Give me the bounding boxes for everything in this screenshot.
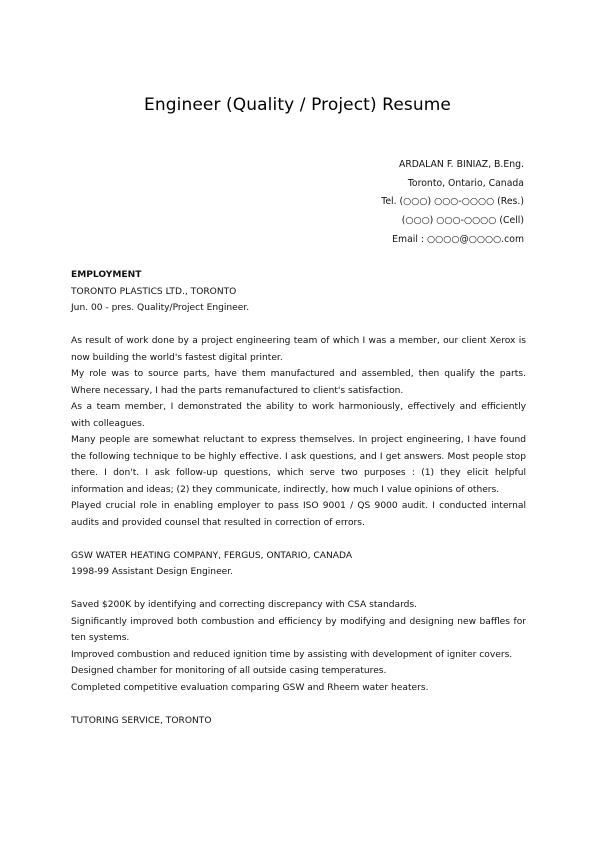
job-bullet: Saved $200K by identifying and correcting discrepancy with CSA standards. [71, 600, 418, 610]
job-dates-role: Jun. 00 - pres. Quality/Project Engineer. [71, 303, 250, 313]
job-company: TORONTO PLASTICS LTD., TORONTO [71, 286, 237, 297]
job-bullet: Improved combustion and reduced ignition time by assisting with development of igniter covers. [71, 649, 513, 660]
job-bullet: Significantly improved both combustion and efficiency by modifying and designing new baffles for ten systems. [71, 616, 526, 643]
contact-email: Email : ○○○○@○○○○.com [392, 233, 524, 245]
employment-section [71, 267, 526, 729]
spacer [71, 531, 526, 548]
contact-tel-res: Tel. (○○○) ○○○-○○○○ (Res.) [381, 196, 524, 208]
contact-location: Toronto, Ontario, Canada [407, 177, 524, 189]
job-bullet: My role was to source parts, have them manufactured and assembled, then qualify the parts. Where necessary, I had the parts remanufactured to client's satisfaction. [71, 369, 526, 396]
job-bullet: Completed competitive evaluation comparing GSW and Rheem water heaters. [71, 682, 429, 693]
contact-block [224, 156, 524, 250]
document-title: Engineer (Quality / Project) Resume [144, 95, 451, 115]
job-bullet: As a team member, I demonstrated the ability to work harmoniously, effectively and efficiently with colleagues. [71, 402, 526, 429]
spacer [71, 696, 526, 713]
spacer [71, 317, 526, 334]
job-bullet: As result of work done by a project engineering team of which I was a member, our client Xerox is now building the world's fastest digital printer. [71, 336, 526, 363]
employment-heading: EMPLOYMENT [71, 270, 142, 280]
job-dates-role: 1998-99 Assistant Design Engineer. [71, 567, 234, 577]
job-company: TUTORING SERVICE, TORONTO [71, 715, 212, 726]
spacer [71, 581, 526, 598]
job-company: GSW WATER HEATING COMPANY, FERGUS, ONTARIO, CANADA [71, 550, 353, 561]
contact-tel-cell: (○○○) ○○○-○○○○ (Cell) [401, 215, 524, 227]
contact-name: ARDALAN F. BINIAZ, B.Eng. [398, 159, 524, 170]
job-bullet: Many people are somewhat reluctant to express themselves. In project engineering, I have found the following technique to be highly effective. I ask questions, and I get answers. Most people stop there. I don't. I ask follow-up questions, which serve two purposes : (1) they elicit helpful information and ideas; (2) they communicate, indirectly, how much I value opinions of others. [71, 435, 526, 495]
job-bullet: Played crucial role in enabling employer to pass ISO 9001 / QS 9000 audit. I conducted internal audits and provided counsel that resulted in correction of errors. [71, 501, 526, 528]
job-bullet: Designed chamber for monitoring of all outside casing temperatures. [71, 666, 387, 676]
